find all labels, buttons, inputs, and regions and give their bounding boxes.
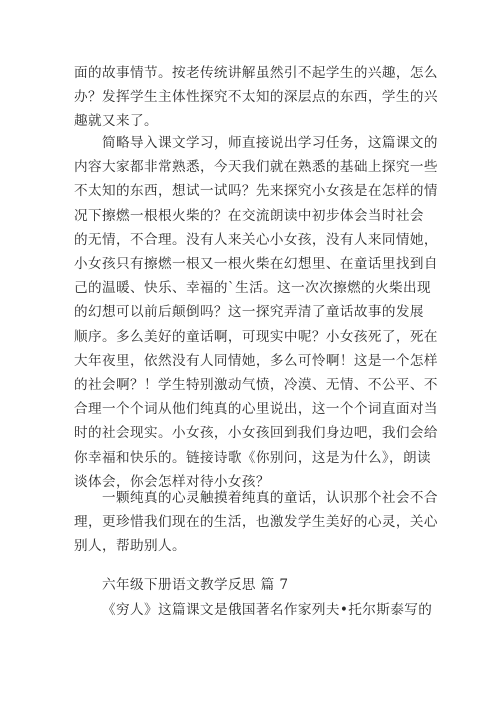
text-line: 你幸福和快乐的。链接诗歌《你别问，这是为什么》，朗读 <box>74 449 432 466</box>
paragraph-2 <box>74 131 438 494</box>
text-line: 合理一个个词从他们纯真的心里说出，这一个个词直面对当 <box>74 401 438 418</box>
text-line: 况下擦燃一根根火柴的？在交流朗读中初步体会当时社会 <box>74 207 424 224</box>
text-line: 一颗纯真的心灵触摸着纯真的童话，认识那个社会不合 <box>102 490 438 506</box>
text-line: 的无情，不合理。没有人来关心小女孩，没有人来同情她， <box>74 231 438 248</box>
text-line: 理，更珍惜我们现在的生活，也激发学生美好的心灵，关心 <box>74 514 438 531</box>
text-line: 面的故事情节。按老传统讲解虽然引不起学生的兴趣，怎么 <box>74 65 438 81</box>
text-line: 趣就又来了。 <box>74 113 158 130</box>
paragraph-4: 《穷人》这篇课文是俄国著名作家列夫•托尔斯泰写的 <box>102 602 433 618</box>
text-line: 谈体会，你会怎样对待小女孩？ <box>74 473 270 490</box>
paragraph-3 <box>74 486 438 559</box>
text-line: 简略导入课文学习，师直接说出学习任务，这篇课文的 <box>102 135 438 151</box>
section-heading: 六年级下册语文教学反思 篇 7 <box>102 577 289 593</box>
text-line: 小女孩只有擦燃一根又一根火柴在幻想里、在童话里找到自 <box>74 256 438 273</box>
text-line: 大年夜里，依然没有人同情她，多么可怜啊！这是一个怎样 <box>74 352 438 369</box>
text-line: 不太知的东西，想试一试吗？先来探究小女孩是在怎样的情 <box>74 183 438 200</box>
text-line: 办？发挥学生主体性探究不太知的深层点的东西，学生的兴 <box>74 89 438 106</box>
text-line: 时的社会现实。小女孩，小女孩回到我们身边吧，我们会给 <box>74 425 438 442</box>
paragraph-1 <box>74 61 438 134</box>
text-line: 内容大家都非常熟悉，今天我们就在熟悉的基础上探究一些 <box>74 159 438 176</box>
text-line: 己的温暖、快乐、幸福的`生活。这一次次擦燃的火柴出现 <box>74 280 432 297</box>
text-line: 顺序。多么美好的童话啊，可现实中呢？小女孩死了，死在 <box>74 328 438 345</box>
text-line: 的社会啊？！学生特别激动气愤，冷漠、无情、不公平、不 <box>74 377 438 394</box>
text-line: 别人，帮助别人。 <box>74 538 186 555</box>
text-line: 的幻想可以前后颠倒吗？这一探究弄清了童话故事的发展 <box>74 304 424 321</box>
